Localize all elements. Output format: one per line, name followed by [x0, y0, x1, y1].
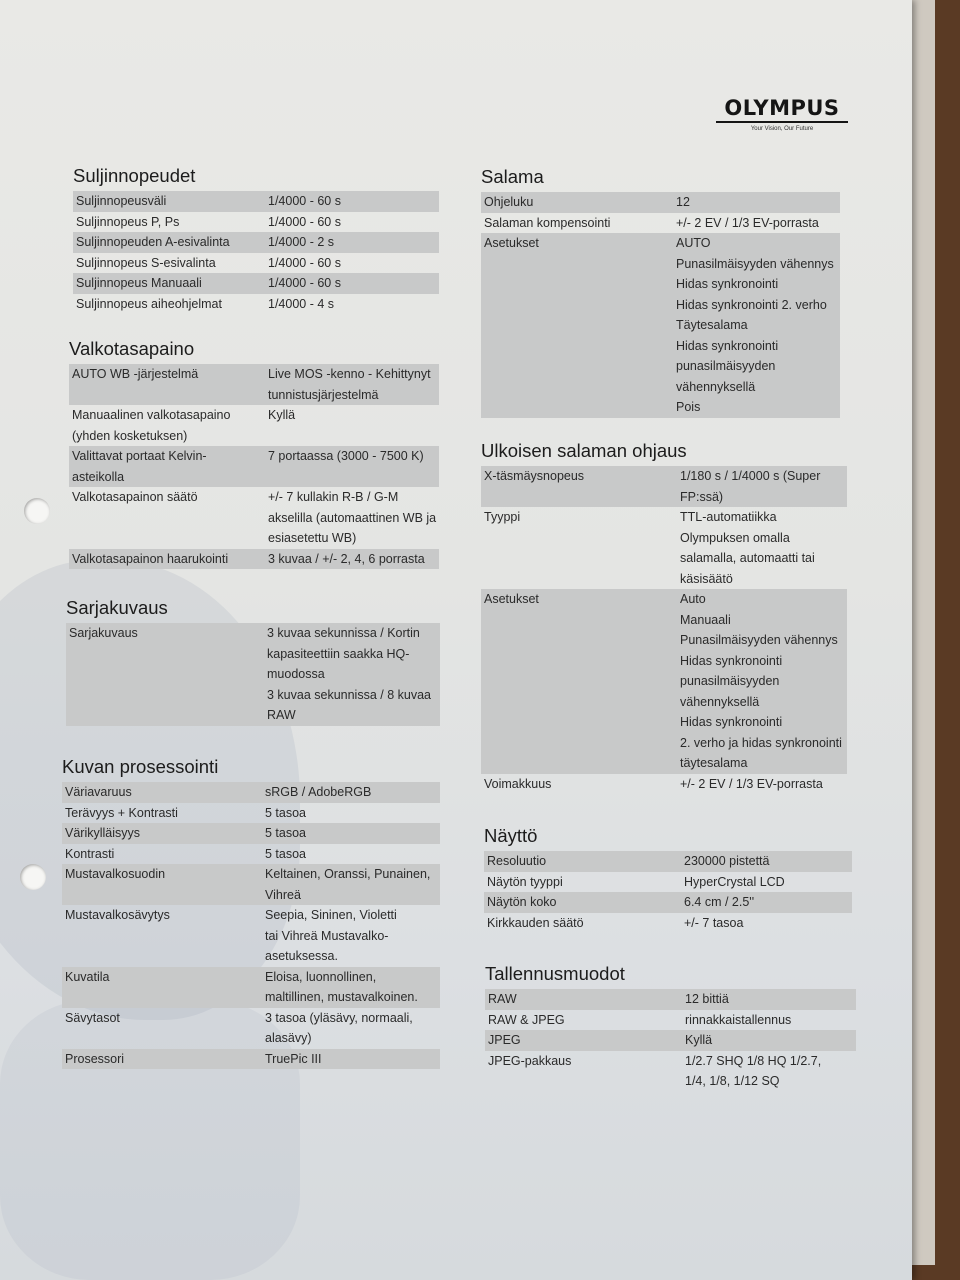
spec-row	[62, 823, 440, 844]
spec-label: Ohjeluku	[484, 195, 534, 209]
spec-label: Manuaalinen valkotasapaino (yhden kosketuksen)	[72, 408, 231, 443]
spec-label: Sävytasot	[65, 1010, 120, 1025]
spec-value: Kyllä	[685, 1033, 713, 1047]
spec-row	[73, 273, 439, 294]
section-suljinnopeudet	[73, 165, 439, 314]
spec-label: Asetukset	[484, 592, 539, 606]
spec-label: Suljinnopeus Manuaali	[76, 276, 202, 290]
spec-row	[481, 233, 840, 418]
spec-row	[62, 967, 440, 1008]
section-title: Valkotasapaino	[69, 338, 195, 359]
spec-label: Resoluutio	[487, 854, 547, 868]
spec-row	[485, 989, 856, 1010]
brand-tagline: Your Vision, Our Future	[750, 126, 814, 132]
spec-value: +/- 7 tasoa	[684, 915, 744, 930]
spec-label: Kirkkauden säätö	[487, 915, 584, 930]
spec-row	[481, 192, 840, 213]
spec-value: +/- 2 EV / 1/3 EV-porrasta	[680, 776, 823, 791]
section-title: Tallennusmuodot	[485, 963, 625, 984]
spec-value: Seepia, Sininen, Violetti tai Vihreä Mustavalko- asetuksessa.	[265, 908, 397, 963]
spec-value: 5 tasoa	[265, 846, 307, 861]
section-title: Salama	[481, 166, 544, 187]
spec-row	[69, 549, 439, 570]
spec-row	[62, 1049, 440, 1070]
section-salama	[481, 166, 840, 418]
section-kuvan-prosessointi	[62, 756, 440, 1069]
spec-value: 3 kuvaa sekunnissa / Kortin kapasiteettiin saakka HQ- muodossa 3 kuvaa sekunnissa / 8 kuvaa RAW	[267, 626, 431, 722]
spec-value: Auto Manuaali Punasilmäisyyden vähennys Hidas synkronointi punasilmäisyyden vähennyksellä Hidas synkronointi 2. verho ja hidas synkronointi täytesalama	[680, 592, 842, 770]
spec-value: rinnakkaistallennus	[685, 1012, 792, 1027]
spec-value: 6.4 cm / 2.5''	[684, 895, 755, 909]
spec-row	[62, 803, 440, 824]
section-tallennusmuodot	[485, 963, 856, 1092]
spec-value: 1/4000 - 2 s	[268, 235, 335, 249]
spec-value: 7 portaassa (3000 - 7500 K)	[268, 449, 424, 463]
spec-label: Salaman kompensointi	[484, 215, 611, 230]
spec-label: RAW & JPEG	[488, 1012, 565, 1027]
spec-row	[69, 405, 439, 446]
spec-row	[485, 1030, 856, 1051]
section-ulkoisen-salaman-ohjaus	[481, 440, 847, 794]
spec-row	[69, 364, 439, 405]
spec-value: 1/4000 - 60 s	[268, 214, 341, 229]
spec-row	[484, 913, 852, 934]
spec-label: Valkotasapainon säätö	[72, 490, 198, 504]
spec-row	[484, 872, 852, 893]
spec-row	[69, 446, 439, 487]
spec-value: 5 tasoa	[265, 826, 307, 840]
spec-value: 1/4000 - 60 s	[268, 194, 341, 208]
spec-label: Terävyys + Kontrasti	[65, 805, 178, 820]
spec-value: 230000 pistettä	[684, 854, 770, 868]
section-title: Kuvan prosessointi	[62, 756, 219, 777]
spec-row	[485, 1010, 856, 1031]
spec-row	[73, 232, 439, 253]
spec-row	[73, 191, 439, 212]
spec-row	[62, 1008, 440, 1049]
spec-label: Suljinnopeusväli	[76, 194, 167, 208]
spec-label: Suljinnopeus aiheohjelmat	[76, 296, 222, 311]
spec-value: 1/4000 - 60 s	[268, 276, 341, 290]
spec-label: Sarjakuvaus	[69, 626, 138, 640]
spec-label: Valkotasapainon haarukointi	[72, 551, 229, 566]
section-title: Suljinnopeudet	[73, 165, 196, 186]
spec-value: 12 bittiä	[685, 992, 729, 1006]
spec-row	[73, 294, 439, 315]
spec-label: JPEG-pakkaus	[488, 1053, 572, 1068]
spec-label: Väriavaruus	[65, 785, 132, 799]
spec-label: Kuvatila	[65, 969, 110, 984]
section-sarjakuvaus	[66, 597, 440, 726]
spec-row	[481, 466, 847, 507]
spec-label: RAW	[488, 992, 517, 1006]
spec-row	[481, 589, 847, 774]
spec-value: 5 tasoa	[265, 805, 307, 820]
spec-label: Voimakkuus	[484, 776, 552, 791]
spec-value: 1/2.7 SHQ 1/8 HQ 1/2.7, 1/4, 1/8, 1/12 SQ	[685, 1053, 822, 1088]
spec-value: Live MOS -kenno - Kehittynyt tunnistusjärjestelmä	[268, 367, 431, 402]
spec-label: Valittavat portaat Kelvin- asteikolla	[72, 449, 207, 484]
spec-label: Prosessori	[65, 1051, 125, 1066]
spec-value: 1/4000 - 4 s	[268, 296, 335, 311]
spec-value: sRGB / AdobeRGB	[265, 785, 372, 799]
spec-value: 3 tasoa (yläsävy, normaali, alasävy)	[265, 1010, 413, 1045]
spec-row	[73, 212, 439, 233]
section-naytto	[484, 825, 852, 933]
spec-label: Näytön koko	[487, 895, 557, 909]
spec-value: TTL-automatiikka Olympuksen omalla salamalla, automaatti tai käsisäätö	[680, 510, 815, 586]
spec-row	[66, 623, 440, 726]
spec-value: Keltainen, Oranssi, Punainen, Vihreä	[265, 867, 431, 902]
spec-value: Eloisa, luonnollinen, maltillinen, mustavalkoinen.	[265, 969, 418, 1004]
spec-value: 3 kuvaa / +/- 2, 4, 6 porrasta	[268, 551, 425, 566]
brand-name: OLYMPUS	[716, 96, 848, 123]
spec-label: Suljinnopeus P, Ps	[76, 214, 180, 229]
spec-value: 1/180 s / 1/4000 s (Super FP:ssä)	[680, 469, 821, 504]
brand-logo	[716, 96, 848, 132]
section-valkotasapaino	[69, 338, 439, 569]
section-title: Näyttö	[484, 825, 538, 846]
spec-label: X-täsmäysnopeus	[484, 469, 585, 483]
section-title: Ulkoisen salaman ohjaus	[481, 440, 687, 461]
spec-row	[484, 892, 852, 913]
spec-row	[69, 487, 439, 549]
spec-value: Kyllä	[268, 408, 296, 422]
spec-label: Suljinnopeus S-esivalinta	[76, 255, 216, 270]
spec-row	[485, 1051, 856, 1092]
spec-row	[481, 774, 847, 795]
spec-row	[62, 844, 440, 865]
spec-row	[62, 864, 440, 905]
spec-row	[484, 851, 852, 872]
spec-label: Suljinnopeuden A-esivalinta	[76, 235, 230, 249]
spec-value: 1/4000 - 60 s	[268, 255, 341, 270]
spec-label: Mustavalkosuodin	[65, 867, 166, 881]
spec-row	[62, 905, 440, 967]
spec-row	[62, 782, 440, 803]
spec-row	[481, 507, 847, 589]
spec-label: Kontrasti	[65, 846, 115, 861]
spec-value: TruePic III	[265, 1051, 322, 1066]
spec-value: HyperCrystal LCD	[684, 874, 785, 889]
spec-label: Mustavalkosävytys	[65, 908, 170, 922]
section-title: Sarjakuvaus	[66, 597, 168, 618]
spec-value: +/- 7 kullakin R-B / G-M akselilla (automaattinen WB ja esiasetettu WB)	[268, 490, 437, 545]
spec-value: +/- 2 EV / 1/3 EV-porrasta	[676, 215, 819, 230]
spec-value: AUTO Punasilmäisyyden vähennys Hidas synkronointi Hidas synkronointi 2. verho Täytesalama Hidas synkronointi punasilmäisyyden vähennyksellä Pois	[676, 236, 834, 414]
punch-hole	[24, 498, 50, 524]
spec-label: Asetukset	[484, 236, 539, 250]
spec-row	[73, 253, 439, 274]
punch-hole	[20, 864, 46, 890]
spec-value: 12	[676, 195, 690, 209]
spec-label: JPEG	[488, 1033, 521, 1047]
spec-row	[481, 213, 840, 234]
spec-label: Tyyppi	[484, 510, 521, 524]
spec-label: Näytön tyyppi	[487, 874, 563, 889]
spec-label: AUTO WB -järjestelmä	[72, 367, 199, 381]
spec-label: Värikylläisyys	[65, 826, 141, 840]
